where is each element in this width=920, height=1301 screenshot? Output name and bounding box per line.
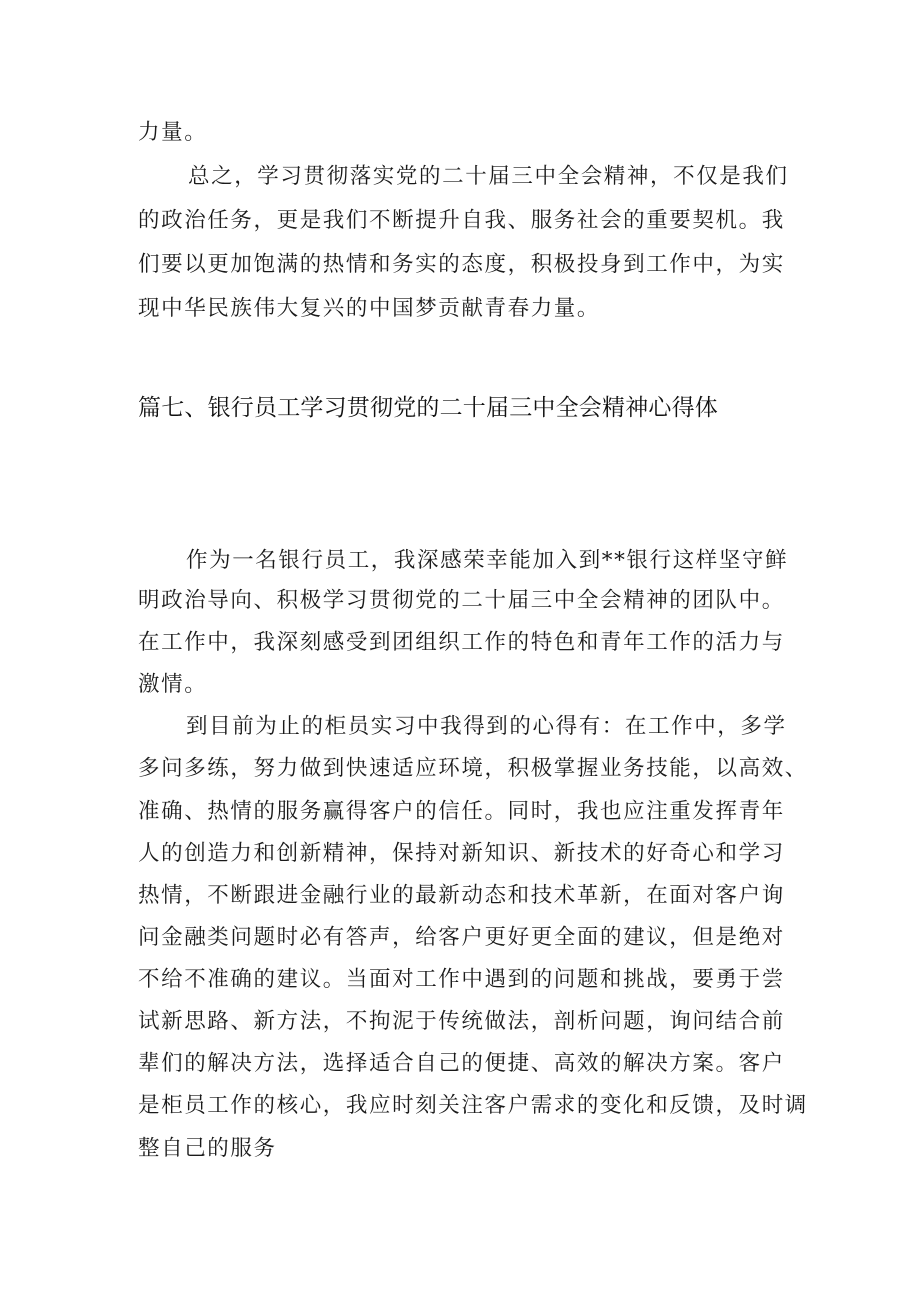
- text-line: 在工作中，我深刻感受到团组织工作的特色和青年工作的活力与: [138, 630, 785, 655]
- text-line: 人的创造力和创新精神，保持对新知识、新技术的好奇心和学习: [138, 841, 785, 866]
- text-line: 力量。: [138, 120, 208, 145]
- text-line: 作为一名银行员工，我深感荣幸能加入到**银行这样坚守鲜: [186, 548, 789, 573]
- text-line: 的政治任务，更是我们不断提升自我、服务社会的重要契机。我: [138, 208, 785, 233]
- text-line: 不给不准确的建议。当面对工作中遇到的问题和挑战，要勇于尝: [138, 967, 785, 992]
- text-line: 整自己的服务: [138, 1136, 277, 1161]
- text-line: 现中华民族伟大复兴的中国梦贡献青春力量。: [138, 296, 601, 321]
- text-line: 们要以更加饱满的热情和务实的态度，积极投身到工作中，为实: [138, 252, 785, 277]
- text-line: 明政治导向、积极学习贯彻党的二十届三中全会精神的团队中。: [138, 588, 785, 613]
- text-line: 是柜员工作的核心，我应时刻关注客户需求的变化和反馈，及时调: [138, 1093, 808, 1118]
- text-line: 多问多练，努力做到快速适应环境，积极掌握业务技能，以高效、: [138, 756, 808, 781]
- text-line: 问金融类问题时必有答声，给客户更好更全面的建议，但是绝对: [138, 925, 785, 950]
- text-line: 总之，学习贯彻落实党的二十届三中全会精神，不仅是我们: [188, 164, 789, 189]
- text-line: 激情。: [138, 672, 208, 697]
- text-line: 辈们的解决方法，选择适合自己的便捷、高效的解决方案。客户: [138, 1051, 785, 1076]
- text-line: 到目前为止的柜员实习中我得到的心得有：在工作中，多学: [186, 714, 787, 739]
- section-heading: 篇七、银行员工学习贯彻党的二十届三中全会精神心得体: [138, 395, 718, 421]
- text-line: 试新思路、新方法，不拘泥于传统做法，剖析问题，询问结合前: [138, 1009, 785, 1034]
- text-line: 准确、热情的服务赢得客户的信任。同时，我也应注重发挥青年: [138, 799, 785, 824]
- text-line: 热情，不断跟进金融行业的最新动态和技术革新，在面对客户询: [138, 883, 785, 908]
